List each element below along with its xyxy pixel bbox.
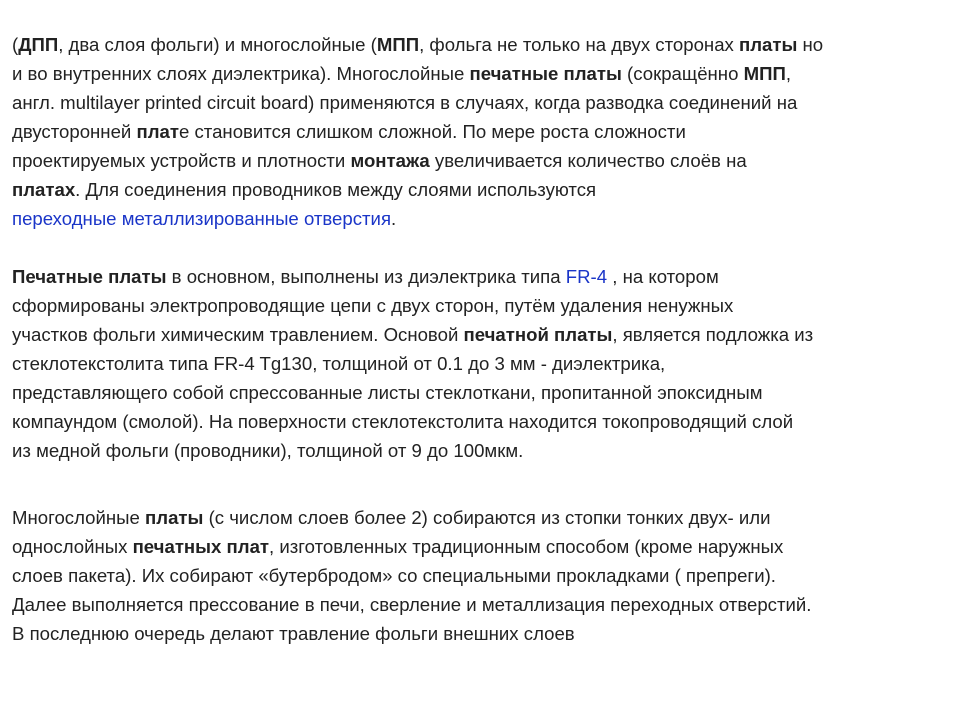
text-line bbox=[12, 117, 957, 146]
text-line bbox=[12, 320, 957, 349]
text-run: но bbox=[797, 34, 824, 55]
text-line: стеклотекстолита типа FR-4 Tg130, толщиной от 0.1 до 3 мм - диэлектрика, bbox=[12, 353, 666, 374]
text-line bbox=[12, 175, 957, 204]
text-run: увеличивается количество слоёв на bbox=[429, 150, 747, 171]
text-run: , изготовленных традиционным способом (кроме наружных bbox=[269, 536, 784, 557]
paragraph-pcb-material bbox=[12, 262, 957, 465]
text-line: из медной фольги (проводники), толщиной от 9 до 100мкм. bbox=[12, 440, 524, 461]
text-line bbox=[12, 503, 957, 532]
text-run: участков фольги химическим травлением. Основой bbox=[12, 324, 464, 345]
text-line: представляющего собой спрессованные листы стеклоткани, пропитанной эпоксидным bbox=[12, 382, 763, 403]
bold-term: плат bbox=[136, 121, 179, 142]
text-line bbox=[12, 204, 957, 233]
bold-term: платах bbox=[12, 179, 76, 200]
text-run: , на котором bbox=[607, 266, 719, 287]
bold-term: печатной платы bbox=[463, 324, 613, 345]
text-run: в основном, выполнены из диэлектрика типа bbox=[166, 266, 566, 287]
bold-term: платы bbox=[145, 507, 204, 528]
link-fr4[interactable]: FR-4 bbox=[565, 266, 608, 287]
bold-term: монтажа bbox=[350, 150, 430, 171]
text-run: , фольга не только на двух сторонах bbox=[419, 34, 739, 55]
text-line: В последнюю очередь делают травление фольги внешних слоев bbox=[12, 623, 575, 644]
text-run: . Для соединения проводников между слоями используются bbox=[75, 179, 597, 200]
text-line: компаундом (смолой). На поверхности стеклотекстолита находится токопроводящий слой bbox=[12, 411, 794, 432]
bold-term: платы bbox=[739, 34, 798, 55]
text-run: и во внутренних слоях диэлектрика). Многослойные bbox=[12, 63, 470, 84]
paragraph-multilayer-intro bbox=[12, 30, 957, 233]
text-run: е становится слишком сложной. По мере роста сложности bbox=[178, 121, 686, 142]
text-run: двусторонней bbox=[12, 121, 137, 142]
text-run: (сокращённо bbox=[621, 63, 744, 84]
text-line bbox=[12, 262, 957, 291]
text-line: Далее выполняется прессование в печи, сверление и металлизация переходных отверстий. bbox=[12, 594, 812, 615]
text-run: англ. multilayer printed circuit board) применяются в случаях, когда разводка соединений на bbox=[12, 92, 798, 113]
paragraph-multilayer-assembly bbox=[12, 503, 957, 648]
text-line bbox=[12, 88, 957, 117]
bold-term: МПП bbox=[376, 34, 420, 55]
text-run: , два слоя фольги) и многослойные ( bbox=[58, 34, 377, 55]
text-line bbox=[12, 30, 957, 59]
text-run: . bbox=[391, 208, 397, 229]
text-line: слоев пакета). Их собирают «бутербродом» со специальными прокладками ( препреги). bbox=[12, 565, 776, 586]
bold-term: Печатные платы bbox=[12, 266, 167, 287]
text-line bbox=[12, 59, 957, 88]
text-line: сформированы электропроводящие цепи с двух сторон, путём удаления ненужных bbox=[12, 295, 734, 316]
text-run: Многослойные bbox=[12, 507, 146, 528]
bold-term: ДПП bbox=[18, 34, 59, 55]
link-via-holes[interactable]: переходные металлизированные отверстия bbox=[12, 208, 392, 229]
bold-term: печатных плат bbox=[132, 536, 270, 557]
bold-term: печатные платы bbox=[469, 63, 622, 84]
text-line bbox=[12, 532, 957, 561]
text-run: проектируемых устройств и плотности bbox=[12, 150, 351, 171]
text-run: (с числом слоев более 2) собираются из стопки тонких двух- или bbox=[203, 507, 771, 528]
bold-term: МПП bbox=[743, 63, 786, 84]
text-run: , bbox=[785, 63, 791, 84]
text-line bbox=[12, 146, 957, 175]
text-run: однослойных bbox=[12, 536, 133, 557]
text-run: ( bbox=[12, 34, 19, 55]
text-run: , является подложка из bbox=[612, 324, 814, 345]
